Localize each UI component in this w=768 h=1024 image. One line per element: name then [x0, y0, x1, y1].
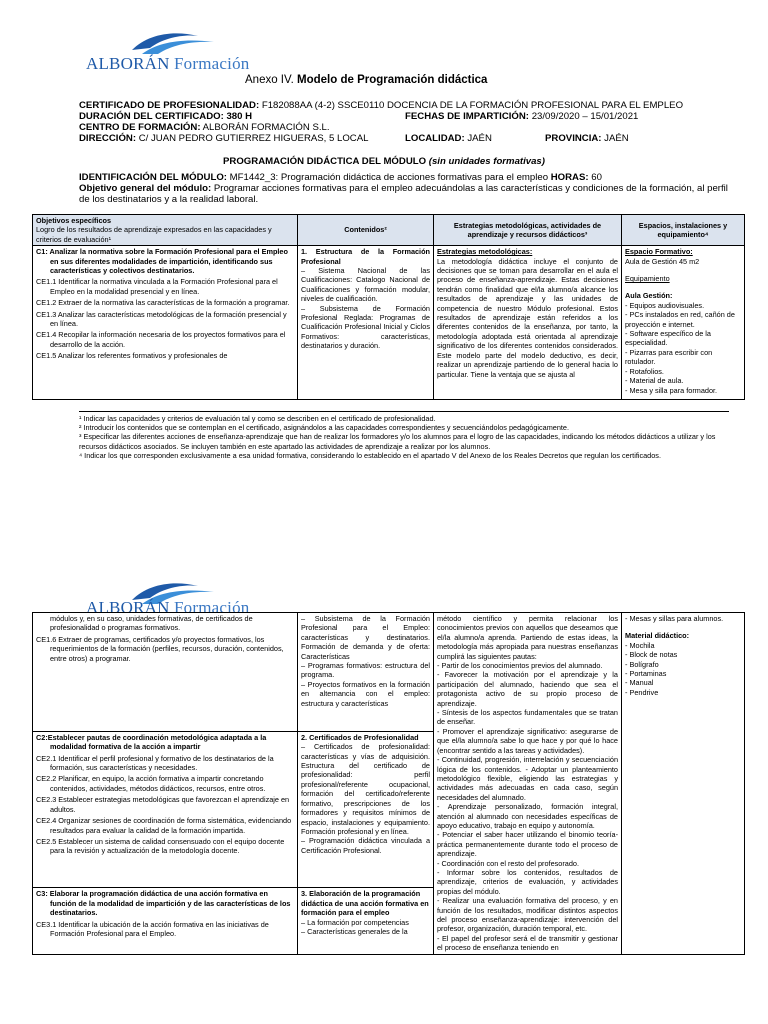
- fechas-line: [405, 111, 638, 122]
- fechas-label: FECHAS DE IMPARTICIÓN:: [405, 111, 530, 122]
- header-objetivos-sub: Logro de los resultados de aprendizaje expresados en las capacidades y criterios de evaluación¹: [36, 225, 272, 244]
- contenido-line: – Programación didáctica vinculada a Certificación Profesional.: [301, 836, 430, 855]
- logo-name: ALBORÁN: [86, 54, 170, 73]
- espacio-value: Aula de Gestión 45 m2: [625, 256, 700, 266]
- objetivo-general: [79, 183, 729, 205]
- localidad-line: [405, 133, 492, 144]
- direccion-label: DIRECCIÓN:: [79, 133, 137, 144]
- material-item: - Manual: [625, 678, 654, 688]
- centro-label: CENTRO DE FORMACIÓN:: [79, 122, 201, 133]
- espacios-cell: [622, 246, 745, 400]
- material-title: Material didáctico:: [625, 631, 690, 641]
- contenido-line: – Proyectos formativos en la formación en alternancia con el empleo: estructura y características: [301, 679, 430, 708]
- estrategias-cell: [434, 246, 622, 400]
- material-item: - Pendrive: [625, 687, 659, 697]
- horas-value: 60: [591, 172, 602, 183]
- material-item: - Mochila: [625, 640, 655, 650]
- certificado-value: F182088AA (4-2) SSCE0110 DOCENCIA DE LA FORMACIÓN PROFESIONAL PARA EL EMPLEO: [261, 100, 684, 111]
- annex-heading: Modelo de Programación didáctica: [297, 74, 488, 86]
- estrategia-item: - Realizar una evaluación formativa del proceso, y en función de los resultados, modificar distintos aspectos del proceso enseñanza-aprendizaje: intervención del profesor, organización, duración temporal, etc.: [437, 896, 618, 934]
- header-contenidos: Contenidos²: [298, 215, 434, 246]
- estrategia-item: método científico y permita relacionar los conocimientos previos con aquellos que deseamos que el/la alumno/a aprenda. Partiendo de estas ideas, la metodología más apropiada para nuestras enseñanzas cumplirá las siguientes pautas:: [437, 614, 618, 661]
- estrategia-item: - Promover el aprendizaje significativo: asegurarse de que el/la alumno/a sabe lo que hace y por qué lo hace (encontrar sentido a las tareas y actividades).: [437, 726, 618, 755]
- programacion-title: [0, 156, 768, 167]
- footnote: ⁴ Indicar los que corresponden exclusivamente a esa unidad formativa, considerando lo establecido en el apartado V del Anexo de los Reales Decretos que regulan los certificados.: [79, 450, 661, 460]
- modulo-label: IDENTIFICACIÓN DEL MÓDULO:: [79, 172, 227, 183]
- contenidos-cell-cont: [298, 613, 434, 732]
- material-item: - Portaminas: [625, 669, 667, 679]
- provincia-line: [545, 133, 629, 144]
- contenidos-c3-cell: [298, 888, 434, 954]
- equip-item: - Equipos audiovisuales.: [625, 300, 705, 310]
- footnote: ¹ Indicar las capacidades y criterios de evaluación tal y como se describen en el certificado de profesionalidad.: [79, 414, 436, 423]
- header-estrategias: Estrategias metodológicas, actividades de aprendizaje y recursos didácticos³: [434, 215, 622, 246]
- provincia-value: JAÉN: [604, 133, 629, 144]
- equip-item: - Mesas y sillas para alumnos.: [625, 614, 724, 623]
- ce-item: CE1.3 Analizar las características metodológicas de la formación presencial y en línea.: [36, 309, 287, 329]
- ce-item: CE2.4 Organizar sesiones de coordinación de forma sistemática, evidenciando resultados para evaluar la calidad de la formación impartida.: [36, 816, 292, 835]
- contenido-title: 3. Elaboración de la programación didáctica de una acción formativa en formación para el empleo: [301, 889, 429, 918]
- programacion-title-main: PROGRAMACIÓN DIDÁCTICA DEL MÓDULO: [223, 156, 427, 167]
- estrategia-item: - Potenciar el saber hacer utilizando el binomio teoría-práctica permanentemente durante todo el proceso de aprendizaje.: [437, 830, 618, 859]
- wave-icon: [128, 28, 218, 56]
- ce-item: CE2.5 Establecer un sistema de calidad consensuado con el equipo docente para la revisión y actualización de la metodología docente.: [36, 836, 285, 856]
- modulo-identificacion: [79, 172, 729, 183]
- contenido-title: 1. Estructura de la Formación Profesional: [301, 247, 430, 266]
- programacion-table-p1: [32, 214, 745, 400]
- annex-title: [245, 74, 487, 86]
- certificado-label: CERTIFICADO DE PROFESIONALIDAD:: [79, 100, 260, 111]
- header-objetivos-title: Objetivos específicos: [36, 216, 112, 225]
- estrategia-item: - Favorecer la motivación por el aprendizaje y la participación del alumnado, haciendo que sea el protagonista activo de su propio proceso de aprendizaje.: [437, 670, 618, 708]
- centro-line: [79, 122, 330, 133]
- contenido-line: – Sistema Nacional de las Cualificaciones: Catalogo Nacional de Cualificaciones y formación modular, niveles de cualificación.: [301, 266, 430, 304]
- logo-name: ALBORÁN: [86, 598, 170, 617]
- ce-item: CE1.5 Analizar los referentes formativos y profesionales de: [36, 351, 228, 361]
- direccion-value: C/ JUAN PEDRO GUTIERREZ HIGUERAS, 5 LOCAL: [138, 133, 369, 144]
- contenido-line: – Subsistema de Formación Profesional Reglada: Programas de Cualificación Profesional Inicial y Ciclos Formativos: características, destinatarios y duración.: [301, 303, 430, 351]
- material-item: - Block de notas: [625, 650, 678, 660]
- contenidos-c2-cell: [298, 731, 434, 888]
- estrategia-item: - Aprendizaje personalizado, formación integral, atención al alumnado con necesidades específicas de apoyo educativo, trabajo en equipo y autonomía.: [437, 802, 618, 830]
- estrategias-text: La metodología didáctica incluye el conjunto de decisiones que se toman para desarrollar en el aula el proceso de enseñanza-aprendizaje. Estas decisiones tendrán como finalidad que el/la alumno/a alcance los resultados de aprendizaje y las unidades de competencia de nuestro Módulo profesional. Estos resultados de aprendizaje están referidos a los diferentes contenidos de la enseñanza, por tanto, la metodología adoptada está orientada al aprendizaje significativo de los diferentes contenidos considerados. Este modelo parte del modelo deductivo, es decir, realizar un aprendizaje partiendo de lo general hacia lo particular. Tiene la ventaja que se ajusta al: [437, 256, 618, 379]
- material-item: - Bolígrafo: [625, 659, 659, 669]
- ce-item: CE3.1 Identificar la ubicación de la acción formativa en las iniciativas de Formación Profesional para el Empleo.: [36, 919, 269, 939]
- programacion-table-p2: [32, 612, 745, 955]
- provincia-label: PROVINCIA:: [545, 133, 602, 144]
- ce-item: módulos y, en su caso, unidades formativas, de certificados de profesionalidad o programas formativos.: [50, 614, 253, 633]
- objetivos-cell-cont: [33, 613, 298, 732]
- contenido-line: – Programas formativos: estructura del programa.: [301, 661, 430, 680]
- estrategia-item: - Continuidad, progresión, interrelación y secuenciación lógica de los contenidos. - Adoptar un planteamiento metodológico flexible, eligiendo las estrategias y actividades más adecuadas en cada caso, según necesidades del alumnado.: [437, 755, 618, 802]
- footnote: ³ Especificar las diferentes acciones de enseñanza-aprendizaje que han de realizar los formadores y/o los alumnos para el logro de las capacidades, indicando los métodos didácticos a utilizar y los recursos didácticos asociados. Se incluyen también en este apartado las actividades de aprendizaje a realizar por los alumnos.: [79, 432, 716, 451]
- ce-item: CE2.1 Identificar el perfil profesional y formativo de los destinatarios de la formación, sus características y necesidades.: [36, 753, 274, 773]
- c1-title: C1: Analizar la normativa sobre la Formación Profesional para el Empleo en sus diferentes modalidades de impartición, identificando sus características y colectivos destinatarios.: [36, 247, 288, 276]
- equip-item: - PCs instalados en red, cañón de proyección e internet.: [625, 310, 735, 329]
- centro-value: ALBORÁN FORMACIÓN S.L.: [202, 122, 330, 133]
- localidad-label: LOCALIDAD:: [405, 133, 465, 144]
- aula-title: Aula Gestión:: [625, 291, 673, 301]
- espacio-title: Espacio Formativo:: [625, 247, 693, 257]
- horas-label: HORAS:: [550, 172, 589, 183]
- modulo-value: MF1442_3: Programación didáctica de acciones formativas para el empleo: [229, 172, 549, 183]
- localidad-value: JAÉN: [467, 133, 492, 144]
- logo-sub: Formación: [174, 54, 250, 73]
- footnotes: [79, 411, 729, 460]
- contenido-line: – Características generales de la: [301, 927, 408, 937]
- objetivos-c3-cell: [33, 888, 298, 954]
- estrategia-item: - El papel del profesor será el de transmitir y gestionar el proceso de enseñanza teniendo en: [437, 933, 618, 953]
- estrategia-item: - Coordinación con el resto del profesorado.: [437, 858, 579, 868]
- page-2: [0, 560, 768, 1024]
- fechas-value: 23/09/2020 – 15/01/2021: [531, 111, 639, 122]
- objetivos-c2-cell: [33, 731, 298, 888]
- equip-item: - Rotafolios.: [625, 366, 664, 376]
- alboran-logo: [86, 28, 256, 74]
- equipamiento-title: Equipamiento: [625, 274, 670, 284]
- contenido-title: 2. Certificados de Profesionalidad: [301, 732, 419, 742]
- c3-title: C3: Elaborar la programación didáctica de una acción formativa en función de la modalidad de impartición y de las características de los destinatarios.: [36, 889, 291, 918]
- estrategia-item: - Informar sobre los contenidos, resultados de aprendizaje, criterios de evaluación, y actividades propias del módulo.: [437, 867, 618, 896]
- annex-prefix: Anexo IV.: [245, 74, 294, 86]
- contenido-line: – Subsistema de la Formación Profesional para el Empleo: características y destinatarios. Formación de demanda y de oferta: Características: [301, 614, 430, 661]
- contenido-line: – La formación por competencias: [301, 917, 409, 927]
- header-espacios: Espacios, instalaciones y equipamiento⁴: [622, 215, 745, 246]
- equip-item: - Material de aula.: [625, 376, 684, 386]
- programacion-title-italic: (sin unidades formativas): [428, 156, 545, 167]
- duracion-label: DURACIÓN DEL CERTIFICADO: 380 H: [79, 111, 253, 122]
- estrategias-title: Estrategias metodológicas:: [437, 247, 533, 257]
- ce-item: CE2.2 Planificar, en equipo, la acción formativa a impartir concretando contenidos, actividades, métodos didácticos, recursos, entre otros.: [36, 774, 266, 793]
- logo-sub: Formación: [174, 598, 250, 617]
- ce-item: CE1.4 Recopilar la información necesaria de los proyectos formativos para el desarrollo de la acción.: [36, 330, 286, 349]
- estrategia-item: - Partir de los conocimientos previos del alumnado.: [437, 661, 603, 671]
- equip-item: - Software específico de la especialidad.: [625, 329, 711, 348]
- equip-item: - Mesa y silla para formador.: [625, 385, 718, 395]
- espacios-cell-cont: [622, 613, 745, 955]
- certificado-line: [79, 100, 683, 111]
- equip-item: - Pizarras para escribir con rotulador.: [625, 347, 713, 367]
- page-gap: [0, 545, 768, 560]
- ce-item: CE2.3 Establecer estrategias metodológicas que favorezcan el aprendizaje en adultos.: [36, 795, 290, 814]
- contenidos-cell: [298, 246, 434, 400]
- ce-item: CE1.1 Identificar la normativa vinculada a la Formación Profesional para el Empleo en la modalidad presencial y en línea.: [36, 277, 278, 296]
- estrategia-item: - Síntesis de los aspectos fundamentales que se tratan de enseñar.: [437, 708, 618, 727]
- estrategias-cell-cont: [434, 613, 622, 955]
- objetivos-cell: [33, 246, 298, 400]
- contenido-line: – Certificados de profesionalidad: características y vías de adquisición. Estructura del certificado de profesionalidad: perfil profesional/referente ocupacional, formación del certificado/referente formativo, prescripciones de los formadores y requisitos mínimos de espacio, instalaciones y equipamiento. Formación profesional y en línea.: [301, 742, 430, 836]
- direccion-line: [79, 133, 368, 144]
- header-objetivos: [33, 215, 298, 246]
- c2-title: C2:Establecer pautas de coordinación metodológica adaptada a la modalidad formativa de la acción a impartir: [36, 732, 267, 752]
- ce-item: CE1.2 Extraer de la normativa las características de la formación a programar.: [36, 298, 290, 308]
- objetivo-value: Programar acciones formativas para el empleo adecuándolas a las características y condiciones de la formación, al perfil de los destinatarios y a la realidad laboral.: [79, 183, 728, 205]
- ce-item: CE1.6 Extraer de programas, certificados y/o proyectos formativos, los requerimientos de la formación (perfiles, recursos, duración, contenidos, entre otros) a programar.: [36, 634, 284, 663]
- objetivo-label: Objetivo general del módulo:: [79, 183, 212, 194]
- duracion-line: [79, 111, 252, 122]
- footnote: ² Introducir los contenidos que se contemplan en el certificado, asignándolos a las capacidades correspondientes y secuenciándolos pedagógicamente.: [79, 423, 570, 433]
